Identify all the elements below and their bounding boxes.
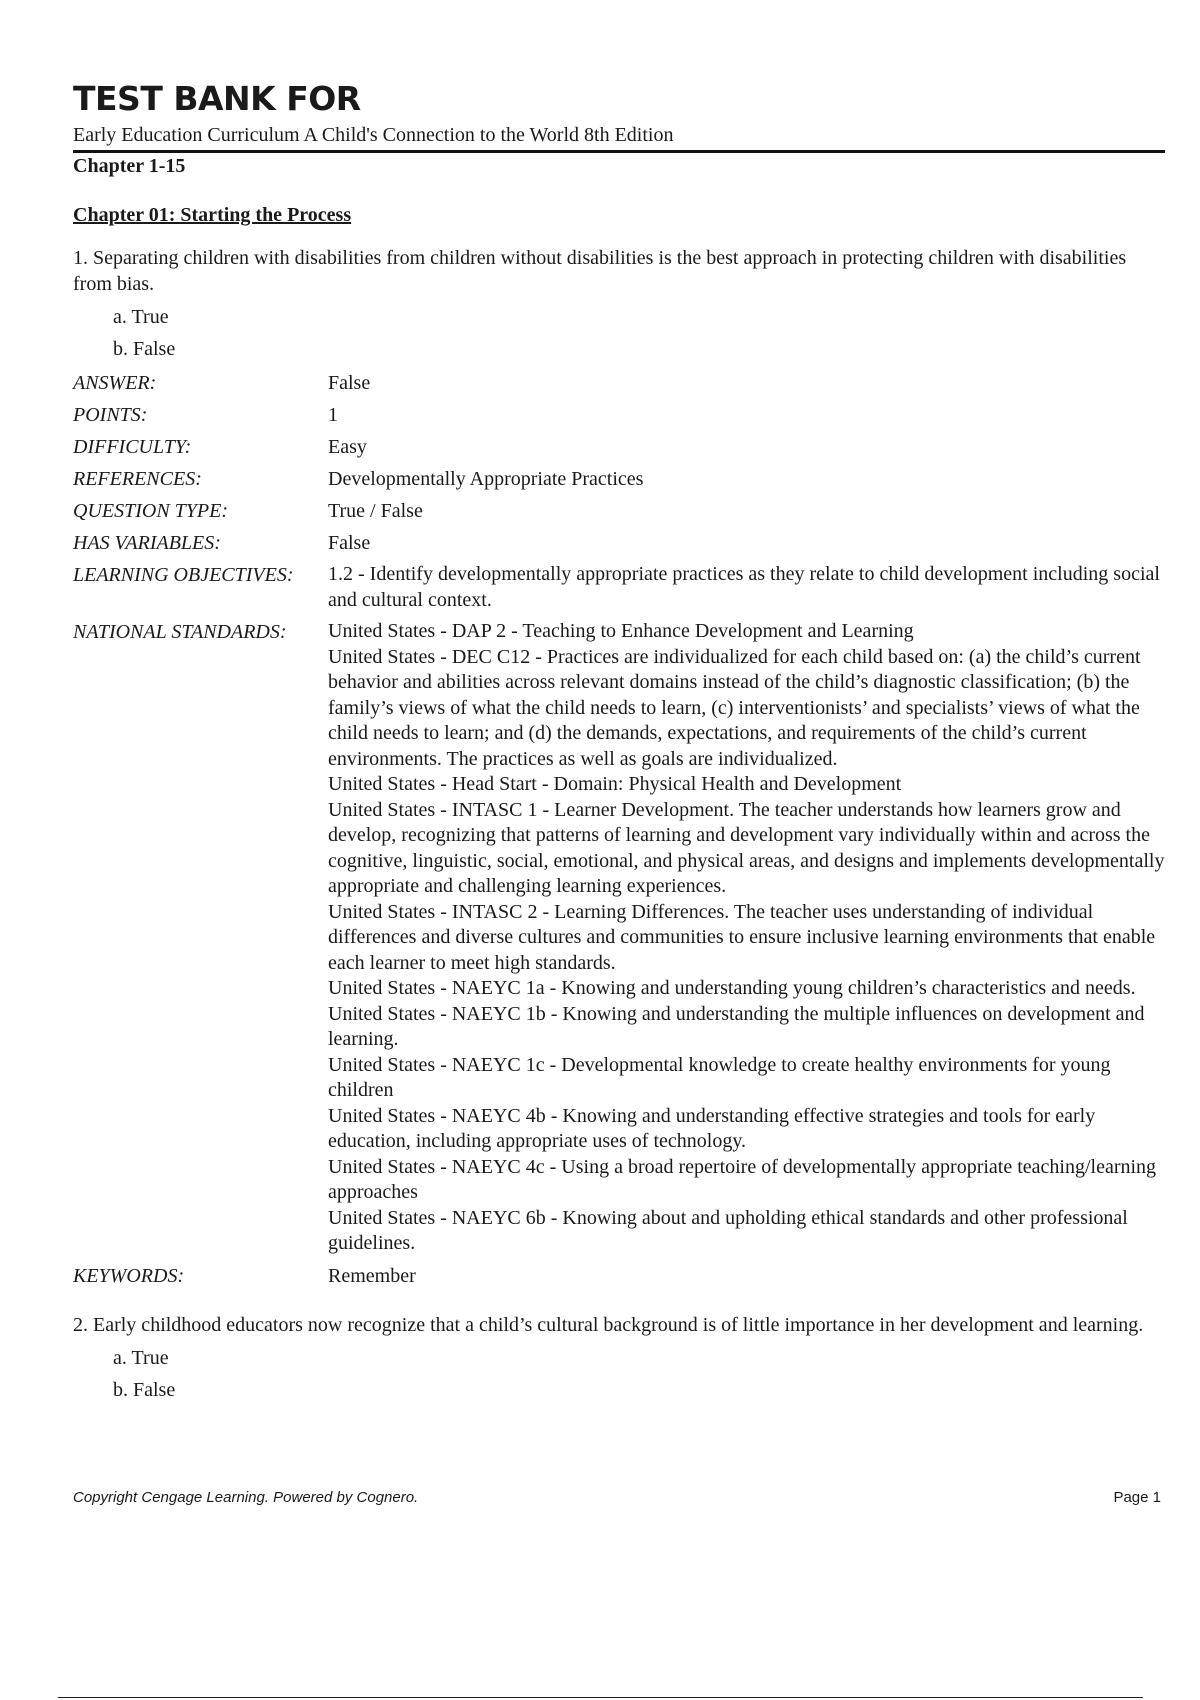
chapter-heading: Chapter 01: Starting the Process [73, 204, 352, 226]
page-content [73, 79, 1165, 1406]
copyright-text: Copyright Cengage Learning. Powered by Cognero. [73, 1489, 419, 1506]
meta-row-has-variables [73, 527, 1165, 559]
question-2 [73, 1312, 1165, 1406]
meta-row-points [73, 399, 1165, 431]
standard-item: United States - INTASC 1 - Learner Development. The teacher understands how learners grow and develop, recognizing that patterns of learning and development vary individually within and across the cognitive, linguistic, social, emotional, and physical areas, and designs and implements developmentally appropriate and challenging learning experiences. [328, 798, 1165, 897]
points-label: POINTS: [73, 404, 148, 426]
has-variables-label: HAS VARIABLES: [73, 532, 221, 554]
answer-label: ANSWER: [73, 372, 157, 394]
standard-item: United States - Head Start - Domain: Physical Health and Development [328, 773, 902, 795]
standard-item: United States - NAEYC 1b - Knowing and understanding the multiple influences on development and learning. [328, 1002, 1145, 1050]
national-standards-label: NATIONAL STANDARDS: [73, 621, 287, 643]
answer-choices [113, 1342, 1165, 1406]
choice-false: b. False [113, 1378, 176, 1401]
question-1 [73, 245, 1165, 1292]
difficulty-label: DIFFICULTY: [73, 436, 192, 458]
learning-objectives-label: LEARNING OBJECTIVES: [73, 564, 294, 586]
meta-row-keywords [73, 1260, 1165, 1292]
references-value: Developmentally Appropriate Practices [328, 468, 644, 490]
standard-item: United States - NAEYC 4b - Knowing and understanding effective strategies and tools for early education, including appropriate uses of technology. [328, 1104, 1096, 1152]
points-value: 1 [328, 404, 338, 426]
meta-row-references [73, 463, 1165, 495]
keywords-label: KEYWORDS: [73, 1264, 185, 1287]
answer-choices [113, 301, 1165, 365]
question-type-label: QUESTION TYPE: [73, 500, 229, 522]
question-text: 1. Separating children with disabilities from children without disabilities is the best approach in protecting children with disabilities from bias. [73, 247, 1127, 295]
book-title: Early Education Curriculum A Child's Connection to the World 8th Edition [73, 124, 674, 146]
meta-row-national-standards [73, 616, 1165, 1260]
has-variables-value: False [328, 532, 371, 554]
meta-row-learning-objectives [73, 559, 1165, 616]
question-type-value: True / False [328, 500, 423, 522]
question-text: 2. Early childhood educators now recognize that a child’s cultural background is of little importance in her development and learning. [73, 1313, 1144, 1336]
references-label: REFERENCES: [73, 468, 202, 490]
meta-row-difficulty [73, 431, 1165, 463]
standard-item: United States - DEC C12 - Practices are individualized for each child based on: (a) the child’s current behavior and abilities across relevant domains instead of the child’s diagnostic classification; (b) the family’s views of what the child needs to learn, (c) interventionists’ and specialists’ views of what the child needs to learn; and (d) the demands, expectations, and requirements of the child’s current environments. The practices as well as goals are individualized. [328, 645, 1141, 770]
answer-value: False [328, 372, 371, 394]
page-number: Page 1 [1113, 1489, 1161, 1506]
standard-item: United States - NAEYC 4c - Using a broad repertoire of developmentally appropriate teaching/learning approaches [328, 1155, 1157, 1203]
standard-item: United States - NAEYC 1a - Knowing and understanding young children’s characteristics and needs. [328, 977, 1136, 999]
meta-row-question-type [73, 495, 1165, 527]
standard-item: United States - NAEYC 1c - Developmental knowledge to create healthy environments for young children [328, 1053, 1111, 1101]
national-standards-value [328, 616, 1165, 1260]
keywords-value: Remember [328, 1264, 416, 1287]
meta-row-answer [73, 367, 1165, 399]
choice-false: b. False [113, 338, 176, 360]
question-metadata [73, 367, 1165, 1292]
learning-objectives-value: 1.2 - Identify developmentally appropriate practices as they relate to child development including social and cultural context. [328, 563, 1160, 611]
title-divider [73, 150, 1165, 153]
standard-item: United States - DAP 2 - Teaching to Enhance Development and Learning [328, 620, 914, 642]
standard-item: United States - NAEYC 6b - Knowing about and upholding ethical standards and other professional guidelines. [328, 1206, 1128, 1254]
choice-true: a. True [113, 1346, 169, 1369]
chapter-range: Chapter 1-15 [73, 155, 186, 177]
document-title: TEST BANK FOR [73, 79, 361, 118]
difficulty-value: Easy [328, 436, 367, 458]
page-bottom-divider [58, 1697, 1143, 1698]
choice-true: a. True [113, 306, 169, 328]
standard-item: United States - INTASC 2 - Learning Differences. The teacher uses understanding of individual differences and diverse cultures and communities to ensure inclusive learning environments that enable each learner to meet high standards. [328, 900, 1156, 974]
